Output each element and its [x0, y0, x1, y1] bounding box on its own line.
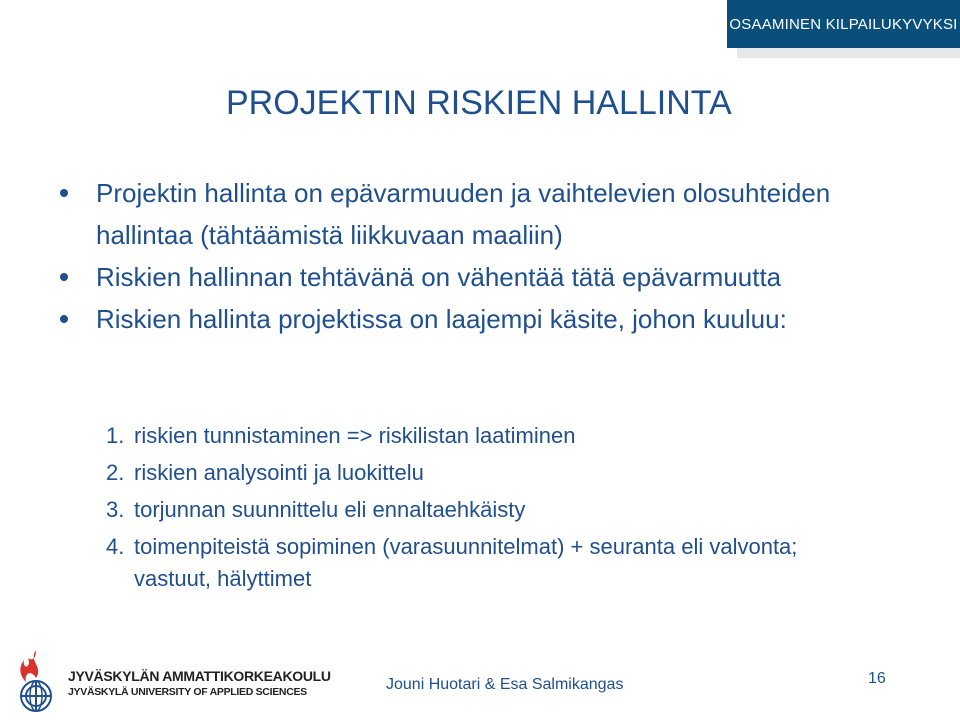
bullet-icon: [60, 189, 68, 197]
step-item: [106, 420, 866, 452]
bullet-item: [60, 298, 880, 340]
bullet-item: [60, 172, 880, 256]
footer-authors: Jouni Huotari & Esa Salmikangas: [386, 676, 624, 693]
jamk-flame-logo-icon: [14, 648, 58, 714]
bullet-text: Riskien hallinnan tehtävänä on vähentää tätä epävarmuutta: [96, 262, 782, 292]
bullet-icon: [60, 273, 68, 281]
step-text: riskien analysointi ja luokittelu: [134, 460, 424, 485]
step-text: torjunnan suunnittelu eli ennaltaehkäisty: [134, 497, 526, 522]
slide-title: PROJEKTIN RISKIEN HALLINTA: [226, 84, 732, 122]
step-item: [106, 457, 866, 489]
header-tag: OSAAMINEN KILPAILUKYVYKSI: [727, 0, 960, 48]
step-number: 3.: [106, 497, 125, 522]
bullet-text: Projektin hallinta on epävarmuuden ja vaihtelevien olosuhteiden hallintaa (tähtäämistä liikkuvaan maaliin): [96, 178, 831, 250]
step-number: 4.: [106, 534, 125, 559]
bullet-item: [60, 256, 880, 298]
step-item: [106, 494, 866, 526]
institution-name: JYVÄSKYLÄN AMMATTIKORKEAKOULU: [68, 668, 331, 684]
step-text: toimenpiteistä sopiminen (varasuunnitelmat) + seuranta eli valvonta; vastuut, hälyttimet: [134, 534, 798, 591]
institution-name-en: JYVÄSKYLÄ UNIVERSITY OF APPLIED SCIENCES: [68, 686, 307, 698]
step-item: [106, 531, 866, 595]
step-text: riskien tunnistaminen => riskilistan laatiminen: [134, 423, 576, 448]
steps-list: [106, 420, 866, 600]
step-number: 2.: [106, 460, 125, 485]
bullet-icon: [60, 315, 68, 323]
bullet-text: Riskien hallinta projektissa on laajempi käsite, johon kuuluu:: [96, 304, 787, 334]
step-number: 1.: [106, 423, 125, 448]
page-number: 16: [868, 670, 886, 687]
bullet-list: [60, 172, 880, 340]
